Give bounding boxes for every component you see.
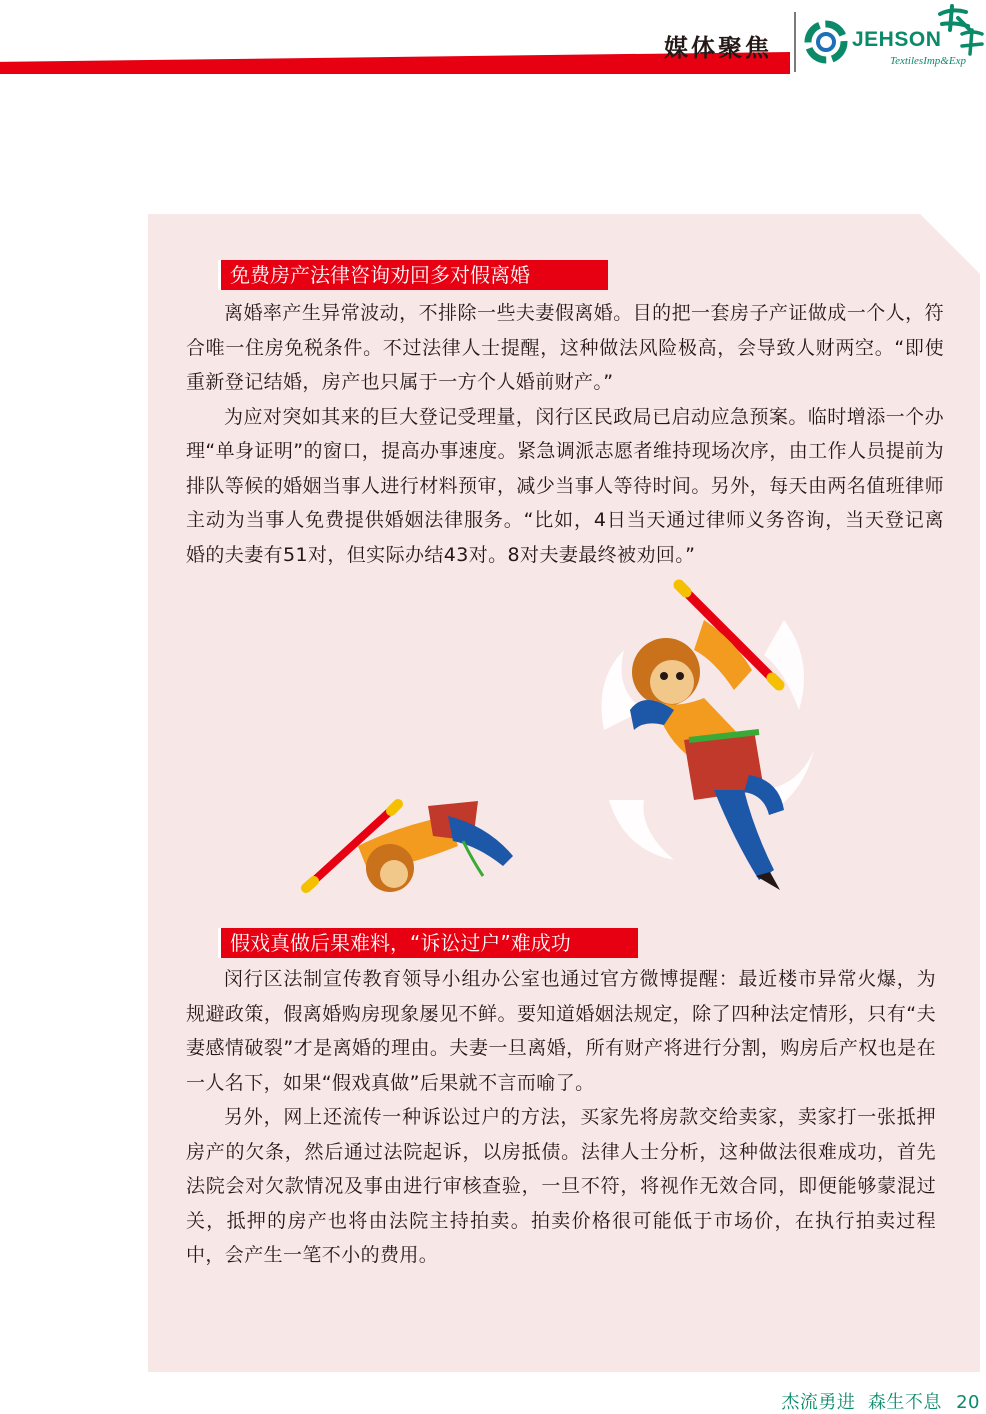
paragraph: 另外，网上还流传一种诉讼过户的方法，买家先将房款交给卖家，卖家打一张抵押房产的欠条，然后通过法院起诉，以房抵债。法律人士分析，这种做法很难成功，首先法院会对欠款情况及事由进行审核查验，一旦不符，将视作无效合同，即便能够蒙混过关，抵押的房产也将由法院主持拍卖。拍卖价格很可能低于市场价，在执行拍卖过程中，会产生一笔不小的费用。 [186, 1106, 936, 1266]
section1-heading [218, 260, 608, 290]
monkey-king-leaping-illustration [584, 560, 824, 900]
section1-heading-text: 免费房产法律咨询劝回多对假离婚 [230, 263, 530, 287]
paragraph: 为应对突如其来的巨大登记受理量，闵行区民政局已启动应急预案。临时增添一个办理“单身证明”的窗口，提高办事速度。紧急调派志愿者维持现场次序，由工作人员提前为排队等候的婚姻当事人进行材料预审，减少当事人等待时间。另外，每天由两名值班律师主动为当事人免费提供婚姻法律服务。“比如，4日当天通过律师义务咨询，当天登记离婚的夫妻有51对，但实际办结43对。8对夫妻最终被劝回。” [186, 405, 944, 566]
section-title: 媒体聚焦 [664, 34, 772, 62]
paragraph: 离婚率产生异常波动，不排除一些夫妻假离婚。目的把一套房子产证做成一个人，符合唯一住房免税条件。不过法律人士提醒，这种做法风险极高，会导致人财两空。“即使重新登记结婚，房产也只属于一方个人婚前财产。” [186, 302, 944, 393]
company-logo [804, 4, 986, 74]
logo-name: JEHSON [852, 28, 942, 51]
paragraph: 闵行区法制宣传教育领导小组办公室也通过官方微博提醒：最近楼市异常火爆，为规避政策，假离婚购房现象屡见不鲜。要知道婚姻法规定，除了四种法定情形，只有“夫妻感情破裂”才是离婚的理由。夫妻一旦离婚，所有财产将进行分割，购房后产权也是在一人名下，如果“假戏真做”后果就不言而喻了。 [186, 968, 936, 1094]
section2-body [186, 962, 936, 1273]
page-number: 20 [956, 1392, 980, 1413]
header-divider [794, 12, 796, 72]
footer-slogan: 杰流勇进 森生不息 [781, 1392, 942, 1413]
section1-body [186, 296, 944, 572]
logo-swirl-icon [804, 20, 848, 64]
logo-subtitle: TextilesImp&Exp [890, 55, 966, 67]
logo-chinese-calligraphy-icon [932, 4, 986, 58]
section2-heading [218, 928, 638, 958]
section2-heading-text: 假戏真做后果难料，“诉讼过户”难成功 [230, 931, 571, 955]
monkey-king-fallen-illustration [298, 796, 528, 896]
footer [781, 1388, 980, 1414]
